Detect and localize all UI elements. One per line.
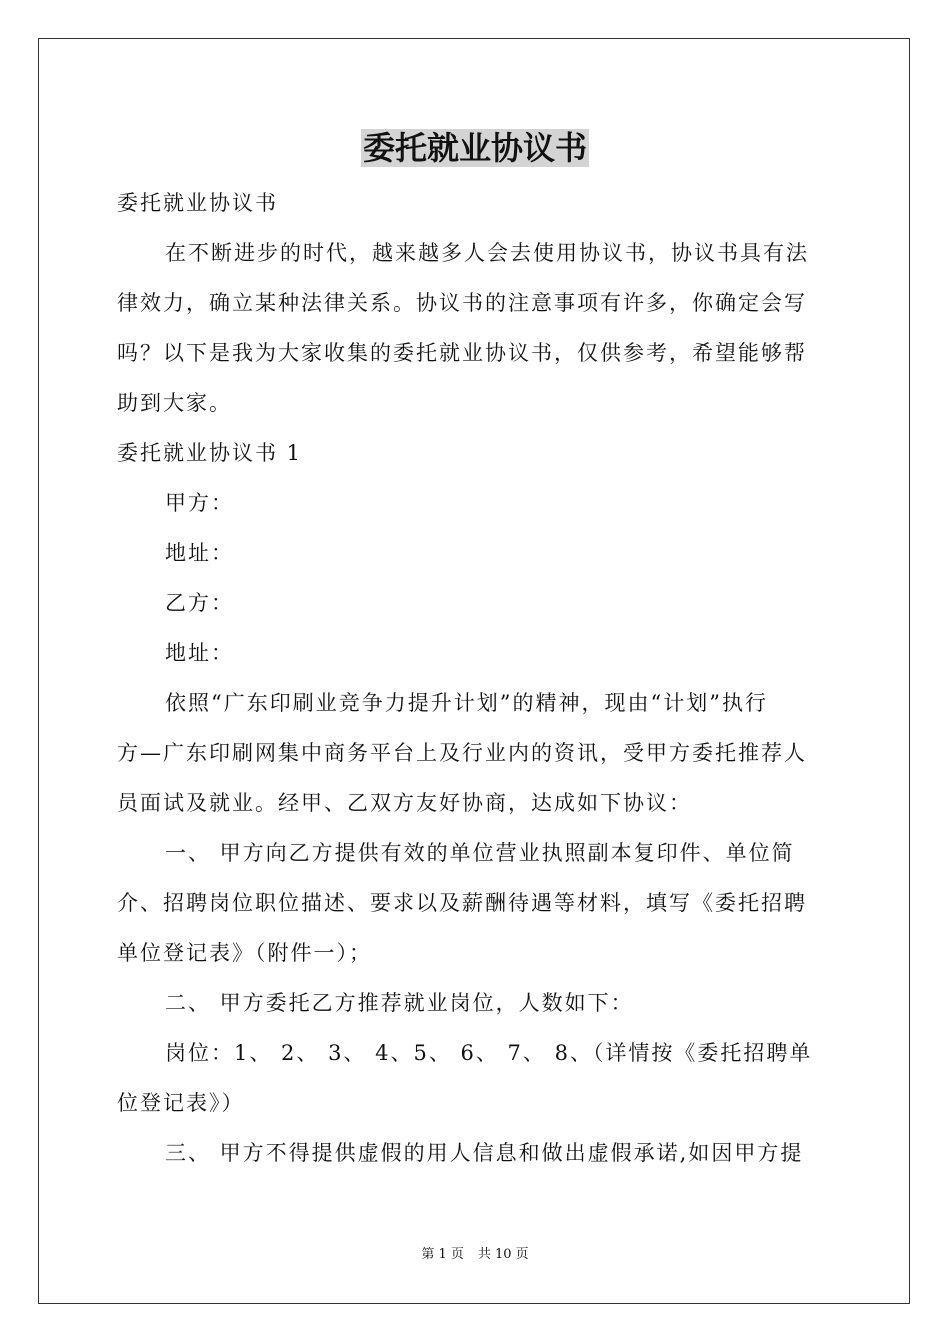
page-number: 第 1 页 (421, 1247, 464, 1262)
body-line: 二、 甲方委托乙方推荐就业岗位，人数如下： (165, 991, 634, 1015)
document-title (0, 126, 950, 170)
body-line: 委托就业协议书 1 (117, 441, 303, 465)
body-line: 乙方： (165, 591, 234, 615)
page-total: 共 10 页 (477, 1247, 529, 1262)
body-line: 依照“广东印刷业竞争力提升计划”的精神，现由“计划”执行 (165, 691, 768, 715)
body-line: 助到大家。 (117, 391, 232, 415)
body-line: 甲方： (165, 491, 234, 515)
body-line: 吗？以下是我为大家收集的委托就业协议书，仅供参考，希望能够帮 (117, 341, 807, 365)
body-line: 地址： (165, 541, 234, 565)
body-line: 员面试及就业。经甲、乙双方友好协商，达成如下协议： (117, 791, 692, 815)
body-line: 一、 甲方向乙方提供有效的单位营业执照副本复印件、单位简 (165, 841, 795, 865)
body-line: 岗位：1、 2、 3、 4、5、 6、 7、 8、（详情按《委托招聘单 (165, 1041, 813, 1065)
body-line: 在不断进步的时代，越来越多人会去使用协议书，协议书具有法 (165, 241, 809, 265)
body-line: 委托就业协议书 (117, 191, 278, 215)
body-line: 律效力，确立某种法律关系。协议书的注意事项有许多，你确定会写 (117, 291, 807, 315)
page-footer (0, 1246, 950, 1264)
body-line: 介、招聘岗位职位描述、要求以及薪酬待遇等材料，填写《委托招聘 (117, 891, 807, 915)
body-line: 三、 甲方不得提供虚假的用人信息和做出虚假承诺,如因甲方提 (165, 1141, 804, 1165)
document-body (117, 178, 833, 1178)
body-line: 方—广东印刷网集中商务平台上及行业内的资讯，受甲方委托推荐人 (117, 741, 807, 765)
body-line: 位登记表》） (117, 1091, 245, 1115)
document-title-text: 委托就业协议书 (362, 129, 587, 167)
body-line: 单位登记表》（附件一）； (117, 941, 372, 965)
body-line: 地址： (165, 641, 234, 665)
